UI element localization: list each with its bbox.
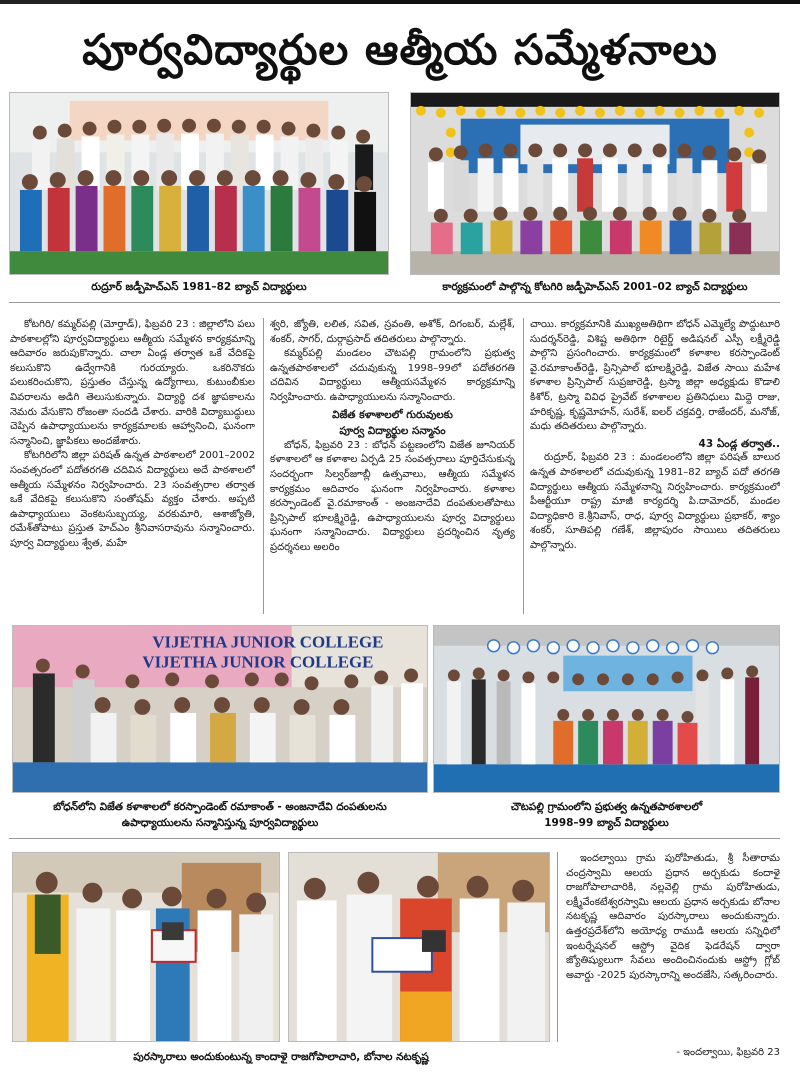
caption-mid-left-line-1: బోధన్‌లోని విజేత కళాశాలలో కరస్పాండెంట్ రమాకాంత్ - అంజనాదేవి దంపతులను	[53, 801, 387, 813]
banner-text-line-2: VIJETHA JUNIOR COLLEGE	[142, 652, 374, 672]
article-paragraph: శ్వరి, జ్యోతి, లలిత, సవిత, స్రవంతి, అశోక్, దిగంబర్, మల్లేశ్, శంకర్, సాగర్, దుర్గాప్రసాద్ తదితరులు పాల్గొన్నారు.	[270, 319, 515, 345]
photo-rudrur-1981-batch	[9, 92, 389, 275]
dateline-credit: - ఇందల్వాయి, ఫిబ్రవరి 23	[676, 1047, 780, 1058]
article-column-2	[270, 318, 515, 616]
photo-chowtapalli-1998-batch	[433, 625, 780, 793]
subheading: విజేత కళాశాలలో గురువులకు	[332, 408, 453, 421]
divider	[9, 302, 780, 303]
caption-mid-right-line-2: 1998–99 బ్యాచ్ విద్యార్థులు	[544, 817, 669, 829]
article-column-1	[10, 318, 255, 616]
article-paragraph: రుద్రూర్, ఫిబ్రవరి 23 : మండలంలోని జిల్లా పరిషత్ బాలుర ఉన్నత పాఠశాలలో చదువుకున్న 1981–82 బ్యాచ్ పదో తరగతి విద్యార్థులు ఆత్మీయ సమ్మేళనాన్ని నిర్వహించారు. కార్యక్రమంలో పీఆర్టీయూ రాష్ట్ర మాజీ కార్యదర్శి పి.దామోదర్, మండల విద్యాధికారి కె.శ్రీనివాస్, రాధ, పూర్వ విద్యార్థులు ప్రభాకర్, శ్యాం శంకర్, సూతిపల్లి గణేశ్, జిల్లాపురం సాయిలు తదితరులు పాల్గొన్నారు.	[530, 452, 780, 551]
article-paragraph: కమ్మర్‌పల్లి మండలం చౌటపల్లి గ్రామంలోని ప్రభుత్వ ఉన్నతపాఠశాలలో చదువుకున్న 1998–99లో పదోతరగతి చదివిన విద్యార్థులు ఆత్మీయసమ్మేళన కార్యక్రమాన్ని నిర్వహించారు. ఉపాధ్యాయులను సన్మానించారు.	[270, 348, 515, 403]
article-paragraph: ఇందల్వాయి గ్రామ పురోహితుడు, శ్రీ సీతారామ చంద్రస్వామి ఆలయ ప్రధాన అర్చకుడు కందాళై రాజగోపాలాచారికి, నల్లవెల్లి గ్రామ పురోహితుడు, లక్ష్మీవేంకటేశ్వరస్వామి ఆలయ ప్రధాన అర్చకుడు బోనాల నటకృష్ణ ఆదివారం పురస్కారాలు అందుకున్నారు. ఉత్తరప్రదేశ్‌లోని అయోధ్య రాముడి ఆలయ సన్నిధిలో ఇంటర్నేషనల్ ఆస్ట్రో వైదిక ఫెడరేషన్ ద్వారా జ్యోతిష్యులుగా సేవలు అందించినందుకు ఆస్ట్రో గ్లోబ్ అవార్డు -2025 పురస్కారాన్ని అందజేసి, సత్కరించారు.	[566, 853, 780, 981]
banner-text-line-1: VIJETHA JUNIOR COLLEGE	[152, 632, 384, 652]
photo-award-presentation-2	[288, 852, 550, 1042]
photo-award-presentation-1	[12, 852, 280, 1042]
caption-mid-left-line-2: ఉపాధ్యాయులను సన్మానిస్తున్న పూర్వవిద్యార్థులు	[121, 817, 319, 829]
article-paragraph: కోటగిరి/ కమ్మర్‌పల్లి (మోర్తాడ్), ఫిబ్రవరి 23 : జిల్లాలోని పలు పాఠశాలల్లోని పూర్వవిద్యార్థులు ఆత్మీయ సమ్మేళన కార్యక్రమాన్ని ఆదివారం జరుపుకొన్నారు. చాలా ఏండ్ల తర్వాత ఒకే వేదికపై కలుసుకొని ఉద్వేగానికి గురయ్యారు. ఒకరినొకరు పలుకరించుకొని, ప్రస్తుతం చేస్తున్న ఉద్యోగాలు, కుటుంబీకుల వివరాలను అడిగి తెలుసుకున్నారు. విద్యార్థి దశ జ్ఞాపకాలను నెమరు వేసుకొని రోజంతా సందడి చేశారు. వారికి విద్యాబుద్ధులు చెప్పిన ఉపాధ్యాయులను కార్యక్రమాలకు ఆహ్వానించి, ఘనంగా సన్మానించి, జ్ఞాపికలు అందజేశారు.	[10, 319, 255, 447]
column-divider	[263, 318, 264, 614]
article-column-3	[530, 318, 780, 616]
caption-mid-right-line-1: చౌటపల్లి గ్రామంలోని ప్రభుత్వ ఉన్నతపాఠశాలలో	[510, 801, 703, 813]
subheading: 43 ఏండ్ల తర్వాత..	[698, 437, 780, 450]
caption-top-left: రుద్రూర్ జడ్పీహెచ్ఎస్ 1981–82 బ్యాచ్ విద్యార్థులు	[91, 281, 307, 293]
photo-kotagiri-2001-batch	[410, 92, 780, 275]
subheading: పూర్వ విద్యార్థుల సన్మానం	[339, 425, 446, 438]
article-paragraph: చాయి. కార్యక్రమానికి ముఖ్యఅతిథిగా బోధన్ ఎమ్మెల్యే పొద్దుటూరి సుదర్శన్‌రెడ్డి, విశిష్ట అతిథిగా రిటైర్డ్ అడిషనల్ ఎస్పీ లక్ష్మీరెడ్డి పాల్గొని ప్రసంగించారు. కార్యక్రమంలో కళాశాల కరస్పాండెంట్ వై.రమాకాంత్‌రెడ్డి, ప్రిన్సిపాల్ భూలక్ష్మిరెడ్డి, విజేత సాయి మహేశ కళాశాల ప్రిన్సిపాల్ సుప్రజారెడ్డి, ట్రస్మా జిల్లా అధ్యక్షుడు కొడాలి కిశోర్, ట్రస్మా వివిధ ప్రైవేట్ కళాశాలల ప్రతినిధులు మిద్దె రాజు, హరికృష్ణ, కృష్ణమోహన్, సురేశ్, ఐలర్ చక్రవర్తి, రాజేందర్, మనోజ్, మధు తదితరులు పాల్గొన్నారు.	[530, 319, 780, 433]
caption-bottom: పురస్కారాలు అందుకుంటున్న కాందాళై రాజగోపాలాచారి, బోనాల నటకృష్ణ	[133, 1051, 429, 1063]
photo-vijetha-college-felicitation	[12, 625, 428, 793]
column-divider	[557, 852, 558, 1042]
top-rule	[0, 0, 800, 4]
page-headline: పూర్వవిద్యార్థుల ఆత్మీయ సమ్మేళనాలు	[82, 25, 718, 74]
article-column-award	[566, 852, 780, 1032]
article-paragraph: కోటగిరిలోని జిల్లా పరిషత్ ఉన్నత పాఠశాలలో 2001–2002 సంవత్సరంలో పదోతరగతి చదివిన విద్యార్థులు అదే పాఠశాలలో ఆత్మీయ సమ్మేళనం నిర్వహించారు. 23 సంవత్సరాల తర్వాత ఒకే వేదికపై కలుసుకొని సంతోషమ్ వ్యక్తం చేశారు. అప్పటి ఉపాధ్యాయులు వెంకటసుబ్బయ్య, వరకుమారి, ఆశాజ్యోతి, రమేశ్‌తోపాటు ప్రస్తుత హెచ్ఎం శ్రీనివాసరావును సన్మానించారు. పూర్వ విద్యార్థులు శ్వేత, మహే	[10, 450, 255, 549]
divider	[9, 838, 780, 839]
article-paragraph: బోధన్, ఫిబ్రవరి 23 : బోధన్ పట్టణంలోని విజేత జూనియర్ కళాశాలలో ఆ కళాశాల ఏర్పడి 25 సంవత్సరాలు పూర్తిచేసుకున్న సందర్భంగా సిల్వర్‌జూబ్లీ ఉత్సవాలు, ఆత్మీయ సమ్మేళన కార్యక్రమం ఆదివారం ఘనంగా నిర్వహించారు. కళాశాల కరస్పాండెంట్ వై.రమాకాంత్ - అంజనాదేవి దంపతులతోపాటు ప్రిన్సిపాల్ భూలక్ష్మిరెడ్డి, ఉపాధ్యాయులను పూర్వ విద్యార్థులు ఘనంగా సన్మానించారు. విద్యార్థులు ప్రదర్శించిన నృత్య ప్రదర్శనలు అలరిం	[270, 439, 515, 553]
column-divider	[523, 318, 524, 614]
caption-top-right: కార్యక్రమంలో పాల్గొన్న కోటగిరి జడ్పీహెచ్ఎస్ 2001–02 బ్యాచ్ విద్యార్థులు	[442, 281, 748, 293]
